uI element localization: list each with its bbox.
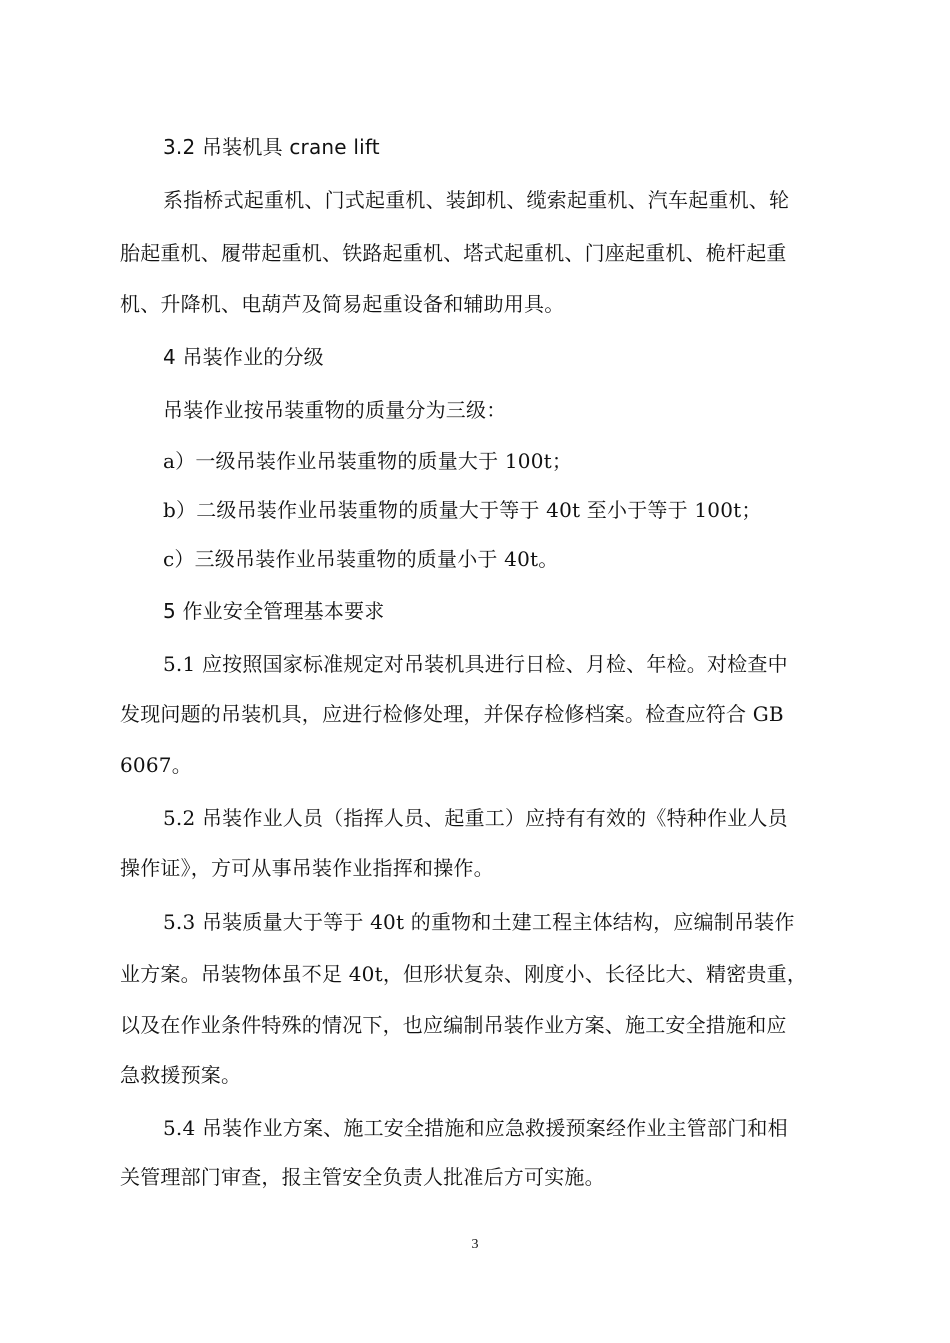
- paragraph-line: 以及在作业条件特殊的情况下，也应编制吊装作业方案、施工安全措施和应: [120, 1013, 787, 1037]
- list-item-c: c）三级吊装作业吊装重物的质量小于 40t。: [163, 547, 559, 571]
- page-number: 3: [471, 1237, 479, 1252]
- list-item-b: b）二级吊装作业吊装重物的质量大于等于 40t 至小于等于 100t；: [163, 498, 762, 522]
- paragraph-line: 胎起重机、履带起重机、铁路起重机、塔式起重机、门座起重机、桅杆起重: [120, 241, 787, 265]
- paragraph-line: 操作证》，方可从事吊装作业指挥和操作。: [120, 856, 494, 880]
- paragraph-line: 5.2 吊装作业人员（指挥人员、起重工）应持有有效的《特种作业人员: [163, 806, 788, 830]
- paragraph-line: 吊装作业按吊装重物的质量分为三级：: [163, 398, 507, 422]
- paragraph-line: 5.1 应按照国家标准规定对吊装机具进行日检、月检、年检。对检查中: [163, 652, 788, 676]
- section-heading-3-2: 3.2 吊装机具 crane lift: [163, 135, 380, 159]
- paragraph-line: 5.3 吊装质量大于等于 40t 的重物和土建工程主体结构，应编制吊装作: [163, 910, 795, 934]
- list-item-a: a）一级吊装作业吊装重物的质量大于 100t；: [163, 449, 573, 473]
- paragraph-line: 关管理部门审查，报主管安全负责人批准后方可实施。: [120, 1165, 605, 1189]
- paragraph-line: 6067。: [120, 753, 192, 777]
- paragraph-line: 业方案。吊装物体虽不足 40t，但形状复杂、刚度小、长径比大、精密贵重，: [120, 962, 808, 986]
- paragraph-line: 急救援预案。: [120, 1063, 242, 1087]
- paragraph-line: 发现问题的吊装机具，应进行检修处理，并保存检修档案。检查应符合 GB: [120, 702, 784, 726]
- section-heading-4: 4 吊装作业的分级: [163, 345, 324, 369]
- paragraph-line: 系指桥式起重机、门式起重机、装卸机、缆索起重机、汽车起重机、轮: [163, 188, 790, 212]
- paragraph-line: 机、升降机、电葫芦及简易起重设备和辅助用具。: [120, 292, 565, 316]
- paragraph-line: 5.4 吊装作业方案、施工安全措施和应急救援预案经作业主管部门和相: [163, 1116, 788, 1140]
- section-heading-5: 5 作业安全管理基本要求: [163, 599, 385, 623]
